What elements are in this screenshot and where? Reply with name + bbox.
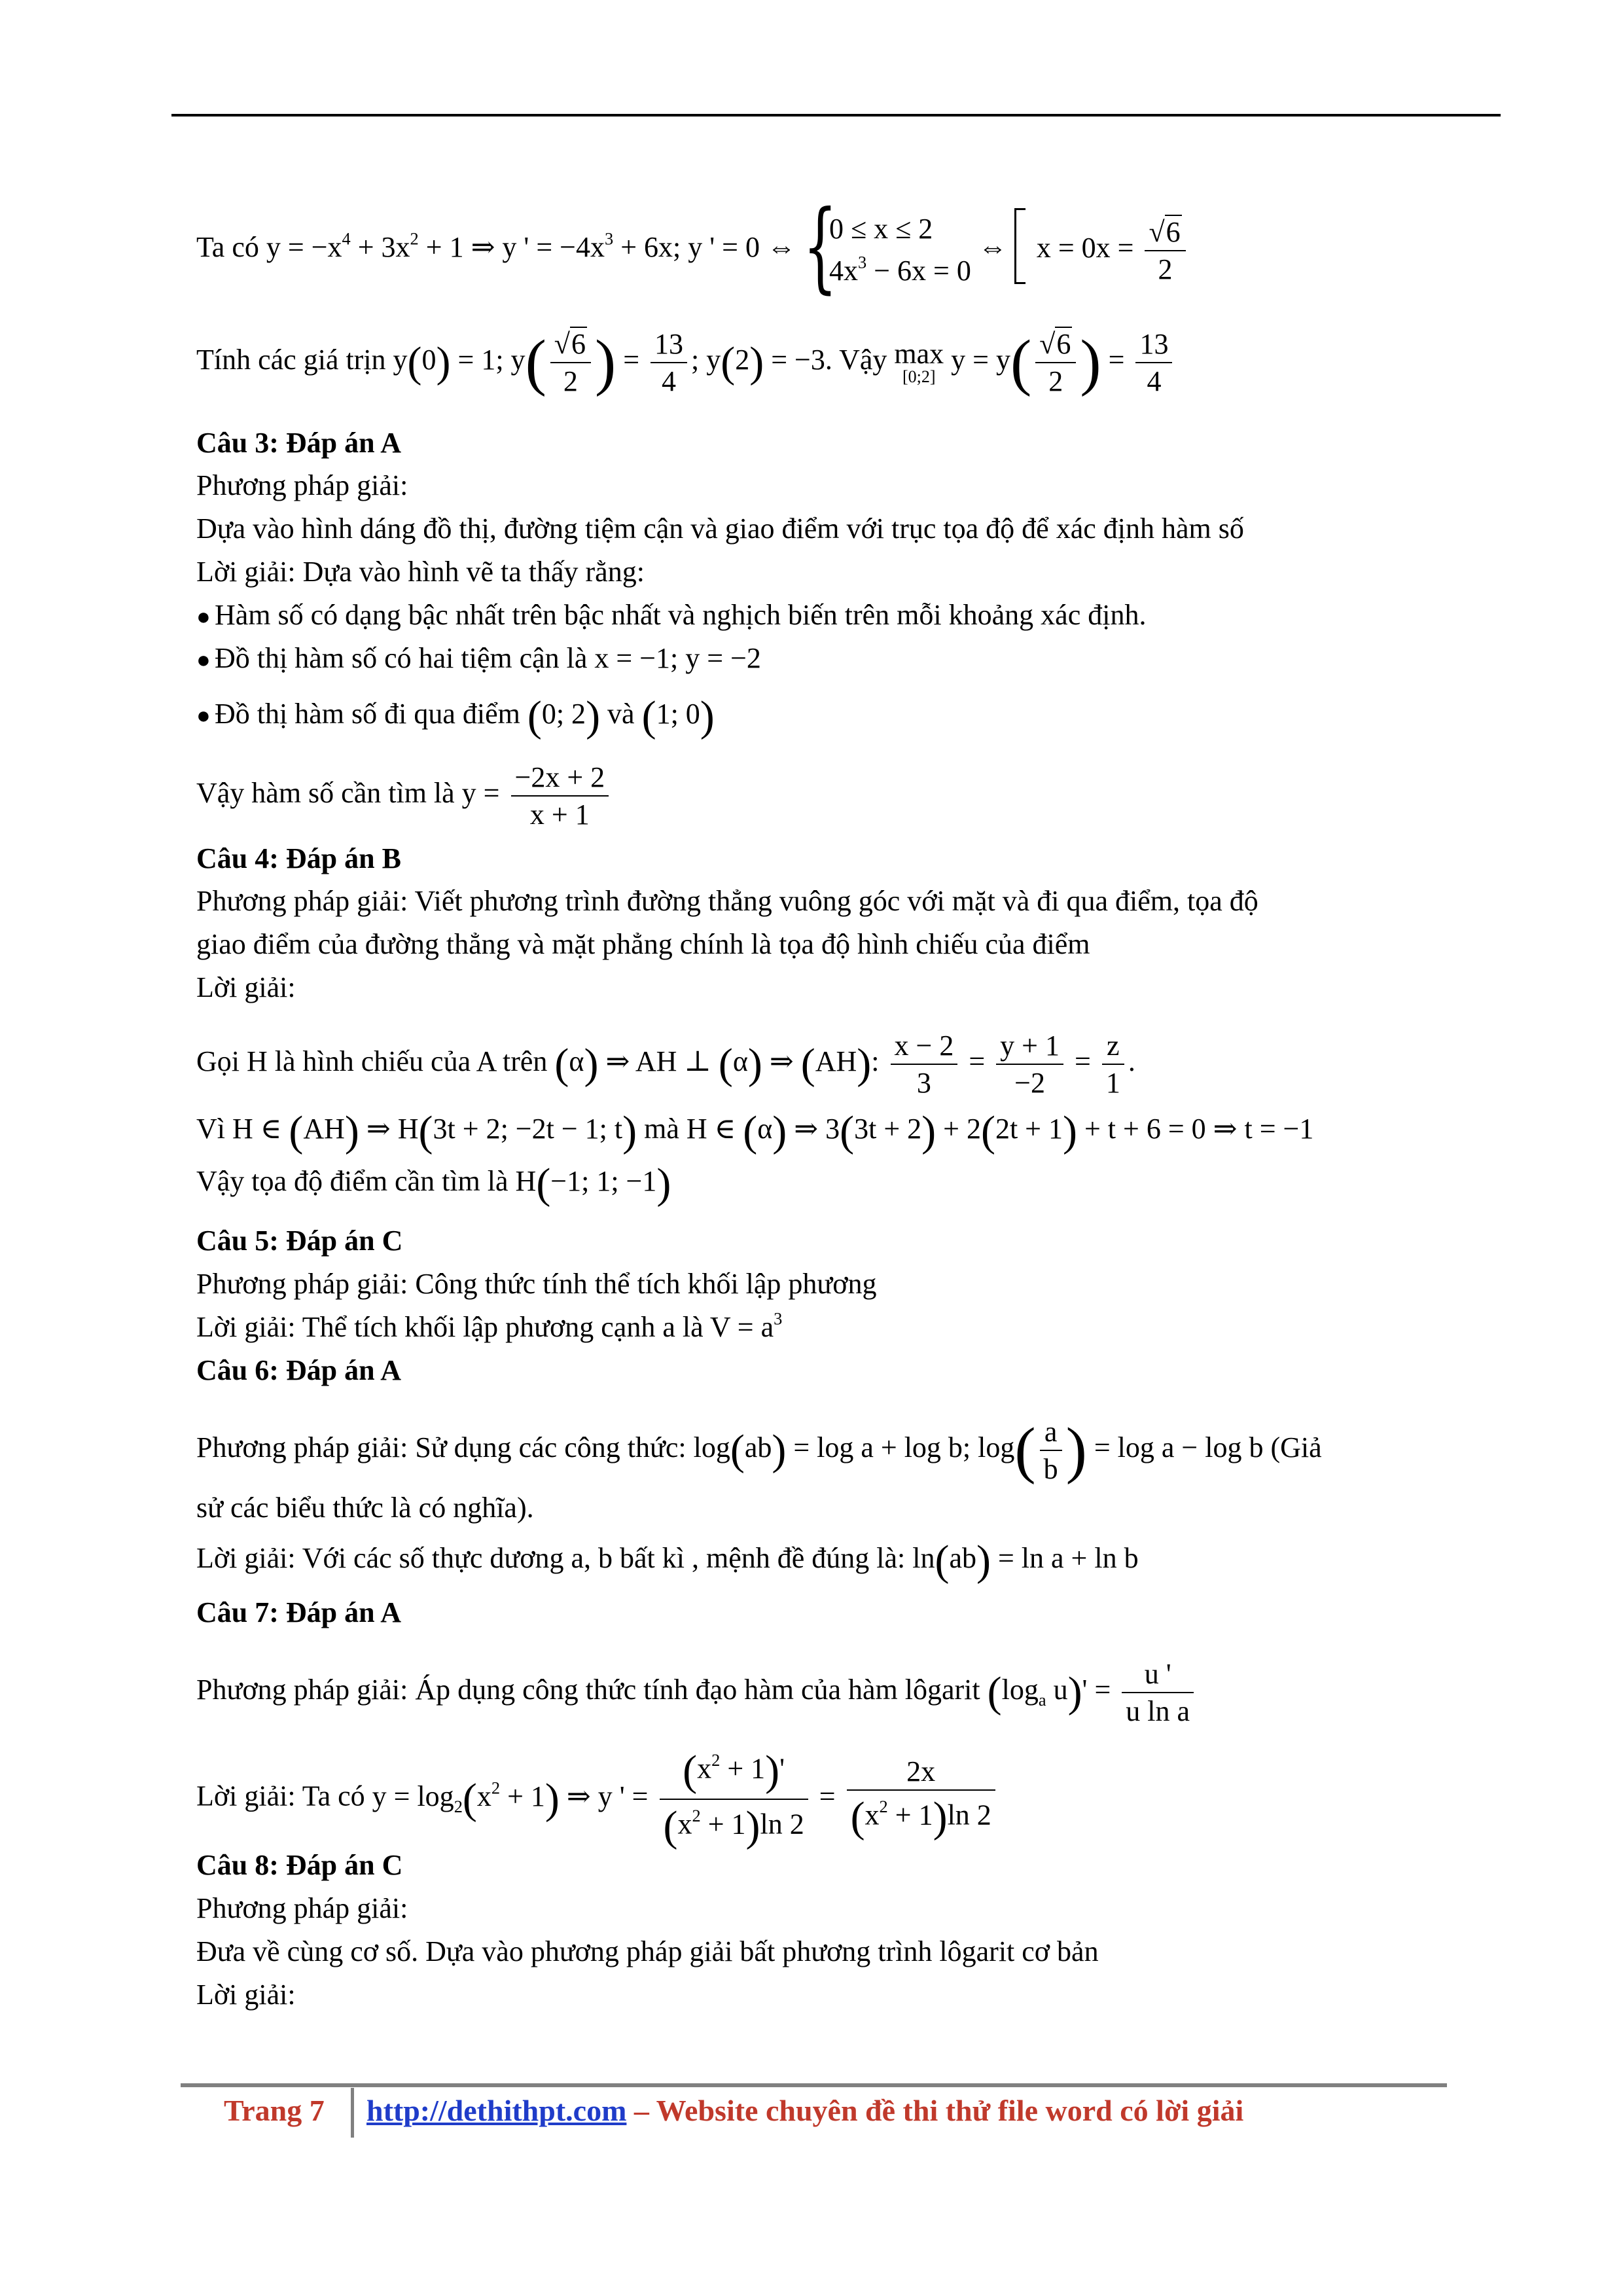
cau4-ppg-1: Phương pháp giải: Viết phương trình đường thẳng vuông góc với mặt và đi qua điểm, tọa độ bbox=[196, 885, 1258, 917]
equation-system: { 0 ≤ x ≤ 2 $4x^3 - 6x = 0$ bbox=[802, 190, 971, 304]
footer-rule bbox=[181, 2083, 1447, 2087]
text-ta-co: Ta có bbox=[196, 230, 259, 263]
bullet-icon: ● bbox=[196, 702, 211, 729]
cau5-title: Câu 5: Đáp án C bbox=[196, 1225, 403, 1257]
cau8-ppg: Phương pháp giải: bbox=[196, 1892, 408, 1924]
cau4-vi: Vì H ∈ (AH) ⇒ H(3t + 2; −2t − 1; t) mà H ∈ (α) ⇒ 3(3t + 2) + 2(2t + 1) + t + 6 = 0 ⇒ t = −1 bbox=[196, 1107, 1314, 1155]
cau7-lg: Lời giải: Ta có $y = \log_2(x^2 + 1)$ ⇒ y ' = $\frac{(x^2 + 1)'}{(x^2 + 1)\ln 2}$ = $\frac{2x}{(x^2 + 1)\ln 2}$ bbox=[196, 1744, 999, 1854]
cau4-loigiai: Lời giải: bbox=[196, 971, 296, 1003]
footer-page: Trang 7 bbox=[224, 2094, 325, 2127]
cau5-lg: Lời giải: Thể tích khối lập phương cạnh a là $V = a^3$ bbox=[196, 1308, 783, 1343]
text-vay: Vậy bbox=[839, 344, 887, 376]
values-line: Tính các giá trịn y(0) = 1; y( $\frac{√6}{2}$ ) = $\frac{13}{4}$ ; y(2) = −3. Vậy max [0;2] y = y( $\frac{√6}{2}$ ) = $\frac{13}{4}$ bbox=[196, 326, 1176, 399]
cau3-desc: Dựa vào hình dáng đồ thị, đường tiệm cận và giao điểm với trục tọa độ để xác định hàm số bbox=[196, 512, 1244, 545]
footer-link[interactable]: http://dethithpt.com bbox=[366, 2094, 627, 2127]
solution-set: x = 0x = $\frac{√6}{2}$ bbox=[1014, 212, 1190, 287]
cau7-title: Câu 7: Đáp án A bbox=[196, 1596, 401, 1628]
header-rule bbox=[171, 114, 1501, 117]
cau3-loigiai: Lời giải: Dựa vào hình vẽ ta thấy rằng: bbox=[196, 556, 645, 588]
cau8-title: Câu 8: Đáp án C bbox=[196, 1849, 403, 1881]
cau3-answer: Vậy hàm số cần tìm là y = $\frac{-2x + 2}{x + 1}$ bbox=[196, 759, 613, 833]
cau6-lg: Lời giải: Với các số thực dương a, b bất kì , mệnh đề đúng là: ln(ab) = ln a + ln b bbox=[196, 1537, 1139, 1585]
cau4-ppg-2: giao điểm của đường thẳng và mặt phẳng chính là tọa độ hình chiếu của điểm bbox=[196, 928, 1090, 960]
footer-divider bbox=[351, 2088, 354, 2138]
cau3-bullet-2: ● Đồ thị hàm số có hai tiệm cận là x = −1; y = −2 bbox=[196, 642, 761, 674]
cau6-title: Câu 6: Đáp án A bbox=[196, 1354, 401, 1386]
cau3-bullet-3: ● Đồ thị hàm số đi qua điểm (0; 2) và (1; 0) bbox=[196, 692, 715, 740]
cau3-title: Câu 3: Đáp án A bbox=[196, 427, 401, 459]
text-tinh-cac: Tính các giá trịn bbox=[196, 344, 386, 376]
cau3-bullet-1: ● Hàm số có dạng bậc nhất trên bậc nhất và nghịch biến trên mỗi khoảng xác định. bbox=[196, 599, 1147, 631]
cau4-goi: Gọi H là hình chiếu của A trên (α) ⇒ AH ⊥ (α) ⇒ (AH): $\frac{x - 2}{3}$ = $\frac{y + 1}{-2}$ = $\frac{z}{1}$ . bbox=[196, 1028, 1135, 1101]
footer-site: http://dethithpt.com – Website chuyên đề thi thử file word có lời giải bbox=[366, 2094, 1244, 2127]
cau7-ppg: Phương pháp giải: Áp dụng công thức tính đạo hàm của hàm lôgarit ($\log_a$ u)' = $\frac{u '}{\text{u ln a}}$ bbox=[196, 1656, 1198, 1729]
cau6-su: sử các biểu thức là có nghĩa). bbox=[196, 1492, 534, 1524]
cau5-ppg: Phương pháp giải: Công thức tính thể tích khối lập phương bbox=[196, 1268, 877, 1300]
bullet-icon: ● bbox=[196, 603, 211, 630]
cau4-answer: Vậy tọa độ điểm cần tìm là H(−1; 1; −1) bbox=[196, 1160, 671, 1208]
max-operator: max [0;2] bbox=[894, 338, 944, 386]
bullet-icon: ● bbox=[196, 647, 211, 673]
cau3-ppg: Phương pháp giải: bbox=[196, 469, 408, 501]
cau6-ppg: Phương pháp giải: Sử dụng các công thức: log(ab) = log a + log b; log( $\frac{a}{b}$ ) = log a − log b (Giả bbox=[196, 1414, 1322, 1485]
derivative-line: Ta có $y = -x^4 + 3x^2 + 1$ ⇒ y ' = $-4x^3 + 6x$; y ' = 0 ⇔ { 0 ≤ x ≤ 2 $4x^3 - 6x = 0$ ⇔ x = 0x = $\frac{√6}{2}$ bbox=[196, 208, 1190, 292]
cau4-title: Câu 4: Đáp án B bbox=[196, 842, 401, 874]
cau8-desc: Đưa về cùng cơ số. Dựa vào phương pháp giải bất phương trình lôgarit cơ bản bbox=[196, 1935, 1099, 1967]
cau8-lg: Lời giải: bbox=[196, 1979, 296, 2011]
